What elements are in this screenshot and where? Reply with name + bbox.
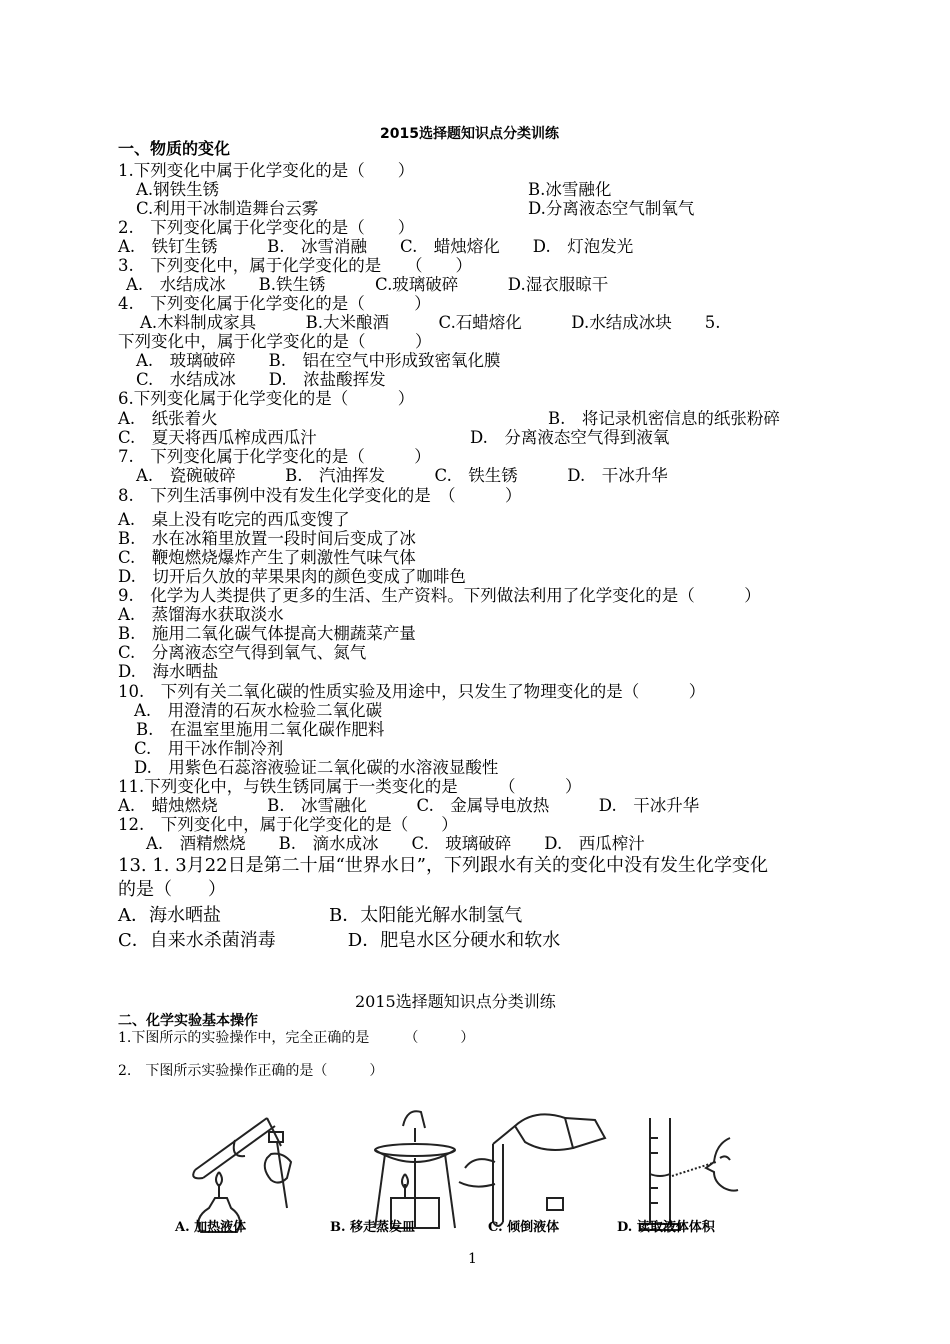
option-line: C. 分离液态空气得到氧气、氮气 [118, 643, 367, 662]
question-line: 的是（ ） [118, 879, 226, 900]
question-line: 6.下列变化属于化学变化的是（ ） [118, 389, 415, 408]
option-line: C.利用干冰制造舞台云雾 [136, 199, 319, 218]
question-line: 13. 1. 3月22日是第二十届“世界水日”，下列跟水有关的变化中没有发生化学变化 [118, 855, 769, 876]
question-line: 11.下列变化中，与铁生锈同属于一类变化的是 （ ） [118, 777, 582, 796]
question-line: 2. 下列变化属于化学变化的是（ ） [118, 218, 415, 237]
question-line: 1.下图所示的实验操作中，完全正确的是 （ ） [118, 1030, 475, 1046]
option-line: C. 夏天将西瓜榨成西瓜汁 [118, 428, 317, 447]
option-line: A. 水结成冰 B.铁生锈 C.玻璃破碎 D.湿衣服晾干 [126, 275, 609, 294]
option-line: A. 铁钉生锈 B. 冰雪消融 C. 蜡烛熔化 D. 灯泡发光 [118, 237, 634, 256]
section1-heading: 一、物质的变化 [118, 139, 231, 158]
caption-a: A. 加热液体 [175, 1220, 247, 1235]
caption-d: D. 读取液体体积 [617, 1220, 715, 1235]
option-line: A. 纸张着火 [118, 409, 218, 428]
option-line: A. 用澄清的石灰水检验二氧化碳 [134, 701, 383, 720]
option-line: C. 水结成冰 D. 浓盐酸挥发 [136, 370, 386, 389]
option-line: D. 分离液态空气得到液氧 [470, 428, 670, 447]
option-line: A. 桌上没有吃完的西瓜变馊了 [118, 510, 350, 529]
option-line: C. 用干冰作制冷剂 [134, 739, 284, 758]
question-line: 10. 下列有关二氧化碳的性质实验及用途中，只发生了物理变化的是（ ） [118, 682, 706, 701]
question-line: 1.下列变化中属于化学变化的是（ ） [118, 161, 415, 180]
option-line: A.木料制成家具 B.大米酿酒 C.石蜡熔化 D.水结成冰块 5. [140, 313, 721, 332]
option-line: C. 鞭炮燃烧爆炸产生了刺激性气味气体 [118, 548, 416, 567]
option-line: B. 在温室里施用二氧化碳作肥料 [136, 720, 385, 739]
option-line: B.冰雪融化 [528, 180, 612, 199]
option-line: A. 蒸馏海水获取淡水 [118, 605, 284, 624]
caption-b: B. 移走蒸发皿 [330, 1220, 416, 1235]
question-line: 下列变化中，属于化学变化的是（ ） [118, 332, 432, 351]
option-line: A. 酒精燃烧 B. 滴水成冰 C. 玻璃破碎 D. 西瓜榨汁 [146, 834, 645, 853]
question-line: 12. 下列变化中，属于化学变化的是（ ） [118, 815, 458, 834]
section2-title: 2015选择题知识点分类训练 [355, 992, 556, 1011]
question-line: 7. 下列变化属于化学变化的是（ ） [118, 447, 431, 466]
option-line: B. 将记录机密信息的纸张粉碎 [548, 409, 780, 428]
page-number: 1 [468, 1251, 477, 1267]
section1-title: 2015选择题知识点分类训练 [380, 126, 559, 142]
question-line: 8. 下列生活事例中没有发生化学变化的是 （ ） [118, 486, 522, 505]
option-line: A. 玻璃破碎 B. 铝在空气中形成致密氧化膜 [136, 351, 501, 370]
option-line: B. 水在冰箱里放置一段时间后变成了冰 [118, 529, 416, 548]
question-line: 4. 下列变化属于化学变化的是（ ） [118, 294, 431, 313]
option-line: D.分离液态空气制氧气 [528, 199, 695, 218]
option-line: A.钢铁生锈 [136, 180, 220, 199]
question-line: 3. 下列变化中，属于化学变化的是 （ ） [118, 256, 472, 275]
caption-c: C. 倾倒液体 [488, 1220, 560, 1235]
question-line: 9. 化学为人类提供了更多的生活、生产资料。下列做法利用了化学变化的是（ ） [118, 586, 761, 605]
option-line: D. 海水晒盐 [118, 662, 219, 681]
section2-heading: 二、化学实验基本操作 [118, 1013, 258, 1029]
option-line: D. 切开后久放的苹果果肉的颜色变成了咖啡色 [118, 567, 466, 586]
option-line: C．自来水杀菌消毒 D．肥皂水区分硬水和软水 [118, 930, 561, 951]
option-line: A. 蜡烛燃烧 B. 冰雪融化 C. 金属导电放热 D. 干冰升华 [118, 796, 700, 815]
option-line: A. 瓷碗破碎 B. 汽油挥发 C. 铁生锈 D. 干冰升华 [136, 466, 668, 485]
option-line: D. 用紫色石蕊溶液验证二氧化碳的水溶液显酸性 [134, 758, 499, 777]
question-line: 2. 下图所示实验操作正确的是（ ） [118, 1063, 384, 1079]
option-line: A．海水晒盐 B．太阳能光解水制氢气 [118, 905, 523, 926]
option-line: B. 施用二氧化碳气体提高大棚蔬菜产量 [118, 624, 416, 643]
